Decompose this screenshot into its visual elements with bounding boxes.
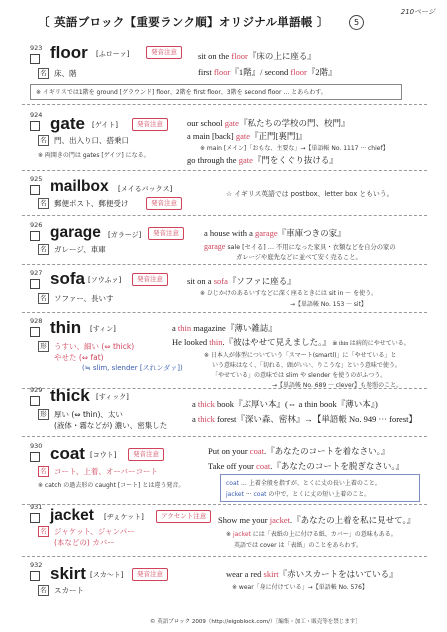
note: ※ main [メイン]「おもな、主要な」→【単語帳 No. 1117 ··· chief】 bbox=[200, 145, 389, 152]
copyright-footer: © 英語ブロック 2009（http://eigoblock.com/）［編集・加工・販売等を禁じます］ bbox=[150, 619, 361, 625]
divider bbox=[22, 312, 427, 313]
example: He looked thin.『彼はやせて見えました。』 ※ thin は病的にやせている。 bbox=[172, 337, 410, 347]
example: a thick book『ぶ厚い本』(⇔ a thin book『薄い本』) bbox=[192, 399, 378, 409]
part-of-speech: 形 bbox=[38, 341, 49, 352]
warning-tag: 発音注意 bbox=[128, 448, 164, 461]
definition: ソファー、長いす bbox=[54, 294, 114, 303]
pronunciation: [スカ～ト] bbox=[90, 571, 124, 579]
definition: 厚い (⇔ thin)、太い bbox=[54, 410, 123, 419]
page-number: 210ページ bbox=[400, 8, 435, 16]
definition: 床、階 bbox=[54, 69, 77, 78]
note: ※ 両開きの門は gates [ゲイツ] になる。 bbox=[38, 152, 150, 159]
checkbox-icon[interactable] bbox=[30, 513, 40, 523]
headword: skirt bbox=[50, 564, 86, 583]
entry-number: 923 bbox=[30, 44, 43, 52]
warning-tag: 発音注意 bbox=[148, 227, 184, 240]
note: ※ 日本人が体型についていう「スマート(smartl)」に「やせている」と bbox=[204, 352, 397, 359]
headword: jacket bbox=[50, 507, 94, 524]
pronunciation: [すィック] bbox=[96, 393, 129, 401]
headword: sofa bbox=[50, 269, 85, 288]
definition: ジャケット、ジャンパー bbox=[54, 527, 135, 536]
note: coat … 上着全般を指すが、とくに丈の長い上着のこと。 bbox=[226, 480, 381, 487]
note: 英語では cover は「表紙」のことをあらわす。 bbox=[234, 542, 363, 549]
note: 「やせている」の意味では slim や slender を使うのがふつう。 bbox=[212, 372, 387, 379]
entry-number: 928 bbox=[30, 317, 43, 325]
example: go through the gate『門をくぐり抜ける』 bbox=[187, 155, 338, 165]
pronunciation: [ガラージ] bbox=[108, 231, 142, 239]
headword: thin bbox=[50, 318, 82, 337]
example: Take off your coat.『あなたのコートを脱ぎなさい。』 bbox=[208, 461, 405, 471]
part-of-speech: 名 bbox=[38, 198, 49, 209]
entry-number: 932 bbox=[30, 561, 43, 569]
part-of-speech: 名 bbox=[38, 68, 49, 79]
warning-tag: 発音注意 bbox=[132, 118, 168, 131]
part-of-speech: 名 bbox=[38, 466, 49, 477]
pronunciation: [ヂぇケット] bbox=[104, 513, 144, 521]
part-of-speech: 名 bbox=[38, 135, 49, 146]
entry-number: 925 bbox=[30, 175, 43, 183]
note: ※ wear「身に付けている」→【単語帳 No. 576】 bbox=[232, 584, 368, 591]
note: →【単語帳 No. 689 ··· clever】も参照のこと。 bbox=[272, 382, 403, 389]
example: sit on the floor『床の上に座る』 bbox=[198, 51, 316, 61]
definition: やせた (⇔ fat) bbox=[54, 353, 104, 362]
headword: coat bbox=[50, 444, 85, 463]
divider bbox=[22, 215, 427, 216]
warning-tag: 発音注意 bbox=[132, 273, 168, 286]
checkbox-icon[interactable] bbox=[30, 185, 40, 195]
note: ガレージや庭先などに並べて安く売ること。 bbox=[236, 254, 362, 261]
definition: (液体・霧などが) 濃い、密集した bbox=[54, 421, 168, 430]
note: garage sale [セイる] … 不用になった家具・衣類などを自分の家の bbox=[204, 242, 396, 251]
entry-number: 926 bbox=[30, 221, 43, 229]
warning-tag: 発音注意 bbox=[146, 197, 182, 210]
definition: (≒ slim, slender [スれンダァ]) bbox=[82, 364, 183, 372]
example: a thick forest『深い森、密林』→【単語帳 No. 949 ··· forest】 bbox=[192, 414, 417, 424]
example: our school gate『私たちの学校の門、校門』 bbox=[187, 118, 350, 128]
definition: スカート bbox=[54, 586, 84, 595]
note: ※ イギリスでは1階を ground [グラウンド] floor、2階を first floor、3階を second floor … とあらわす。 bbox=[36, 89, 327, 96]
example: a main [back] gate『正門[裏門]』 bbox=[187, 131, 307, 141]
pronunciation: [コウト] bbox=[90, 451, 117, 459]
pronunciation: [すィン] bbox=[90, 325, 116, 333]
part-of-speech: 名 bbox=[38, 526, 49, 537]
page-circle-number: 5 bbox=[349, 15, 364, 30]
example: Put on your coat.『あなたのコートを着なさい。』 bbox=[208, 446, 390, 456]
headword: mailbox bbox=[50, 178, 109, 195]
definition: 郵便ポスト、郵便受け bbox=[54, 199, 129, 208]
note: ※ catch の過去形の caught [コート] とは違う発音。 bbox=[38, 482, 185, 489]
pronunciation: [ソウふァ] bbox=[88, 276, 122, 284]
checkbox-icon[interactable] bbox=[30, 327, 40, 337]
part-of-speech: 名 bbox=[38, 293, 49, 304]
checkbox-icon[interactable] bbox=[30, 121, 40, 131]
divider bbox=[22, 556, 427, 557]
example: sit on a sofa『ソファに座る』 bbox=[187, 276, 296, 286]
example: first floor『1階』/ second floor『2階』 bbox=[198, 67, 337, 77]
part-of-speech: 名 bbox=[38, 585, 49, 596]
headword: gate bbox=[50, 114, 85, 133]
headword: floor bbox=[50, 43, 88, 62]
definition: ガレージ、車庫 bbox=[54, 245, 106, 254]
pronunciation: [ふローァ] bbox=[96, 50, 130, 58]
divider bbox=[22, 170, 427, 171]
divider bbox=[22, 104, 427, 105]
checkbox-icon[interactable] bbox=[30, 231, 40, 241]
checkbox-icon[interactable] bbox=[30, 279, 40, 289]
definition: (本などの) カバー bbox=[54, 538, 115, 547]
page-title: 〔 英語ブロック【重要ランク順】オリジナル単語帳 〕 bbox=[38, 15, 329, 29]
pronunciation: [ゲイト] bbox=[92, 121, 118, 129]
checkbox-icon[interactable] bbox=[30, 54, 40, 64]
note: ※ ひじかけのあるいすなどに深く座るときには sit in ～ を使う。 bbox=[200, 290, 378, 297]
entry-number: 930 bbox=[30, 442, 43, 450]
definition: うすい、細い (⇔ thick) bbox=[54, 342, 135, 351]
example: a house with a garage『車庫つきの家』 bbox=[204, 228, 346, 238]
example: a thin magazine『薄い雑誌』 bbox=[172, 323, 277, 333]
example: wear a red skirt『赤いスカートをはいている』 bbox=[226, 569, 398, 579]
entry-number: 924 bbox=[30, 111, 43, 119]
note: ※ jacket には「表紙の上に付ける紙、カバー」の意味もある。 bbox=[226, 531, 397, 538]
definition: コート、上着、オーバーコート bbox=[54, 467, 158, 476]
note: →【単語帳 No. 153 ··· sit】 bbox=[290, 301, 367, 308]
headword: thick bbox=[50, 386, 90, 405]
note: jacket ··· coat の中で、とくに丈の短い上着のこと。 bbox=[226, 491, 371, 498]
divider bbox=[22, 264, 427, 265]
checkbox-icon[interactable] bbox=[30, 452, 40, 462]
headword: garage bbox=[50, 224, 101, 241]
checkbox-icon[interactable] bbox=[30, 396, 40, 406]
example: Show me your jacket.『あなたの上着を私に見せて。』 bbox=[218, 515, 416, 525]
divider bbox=[22, 436, 427, 437]
warning-tag: アクセント注意 bbox=[156, 510, 211, 523]
definition: 門、出入り口、搭乗口 bbox=[54, 136, 129, 145]
entry-number: 929 bbox=[30, 386, 43, 394]
note: ☆ イギリス英語では postbox、letter box ともいう。 bbox=[226, 190, 394, 198]
warning-tag: 発音注意 bbox=[146, 46, 182, 59]
note: いう意味はなく、「切れる、頭がいい、りこうな」という意味で使う。 bbox=[212, 362, 401, 369]
part-of-speech: 名 bbox=[38, 244, 49, 255]
entry-number: 931 bbox=[30, 503, 43, 511]
entry-number: 927 bbox=[30, 269, 43, 277]
divider bbox=[22, 504, 427, 505]
pronunciation: [メイるバックス] bbox=[118, 185, 173, 193]
checkbox-icon[interactable] bbox=[30, 571, 40, 581]
part-of-speech: 形 bbox=[38, 409, 49, 420]
warning-tag: 発音注意 bbox=[132, 568, 168, 581]
